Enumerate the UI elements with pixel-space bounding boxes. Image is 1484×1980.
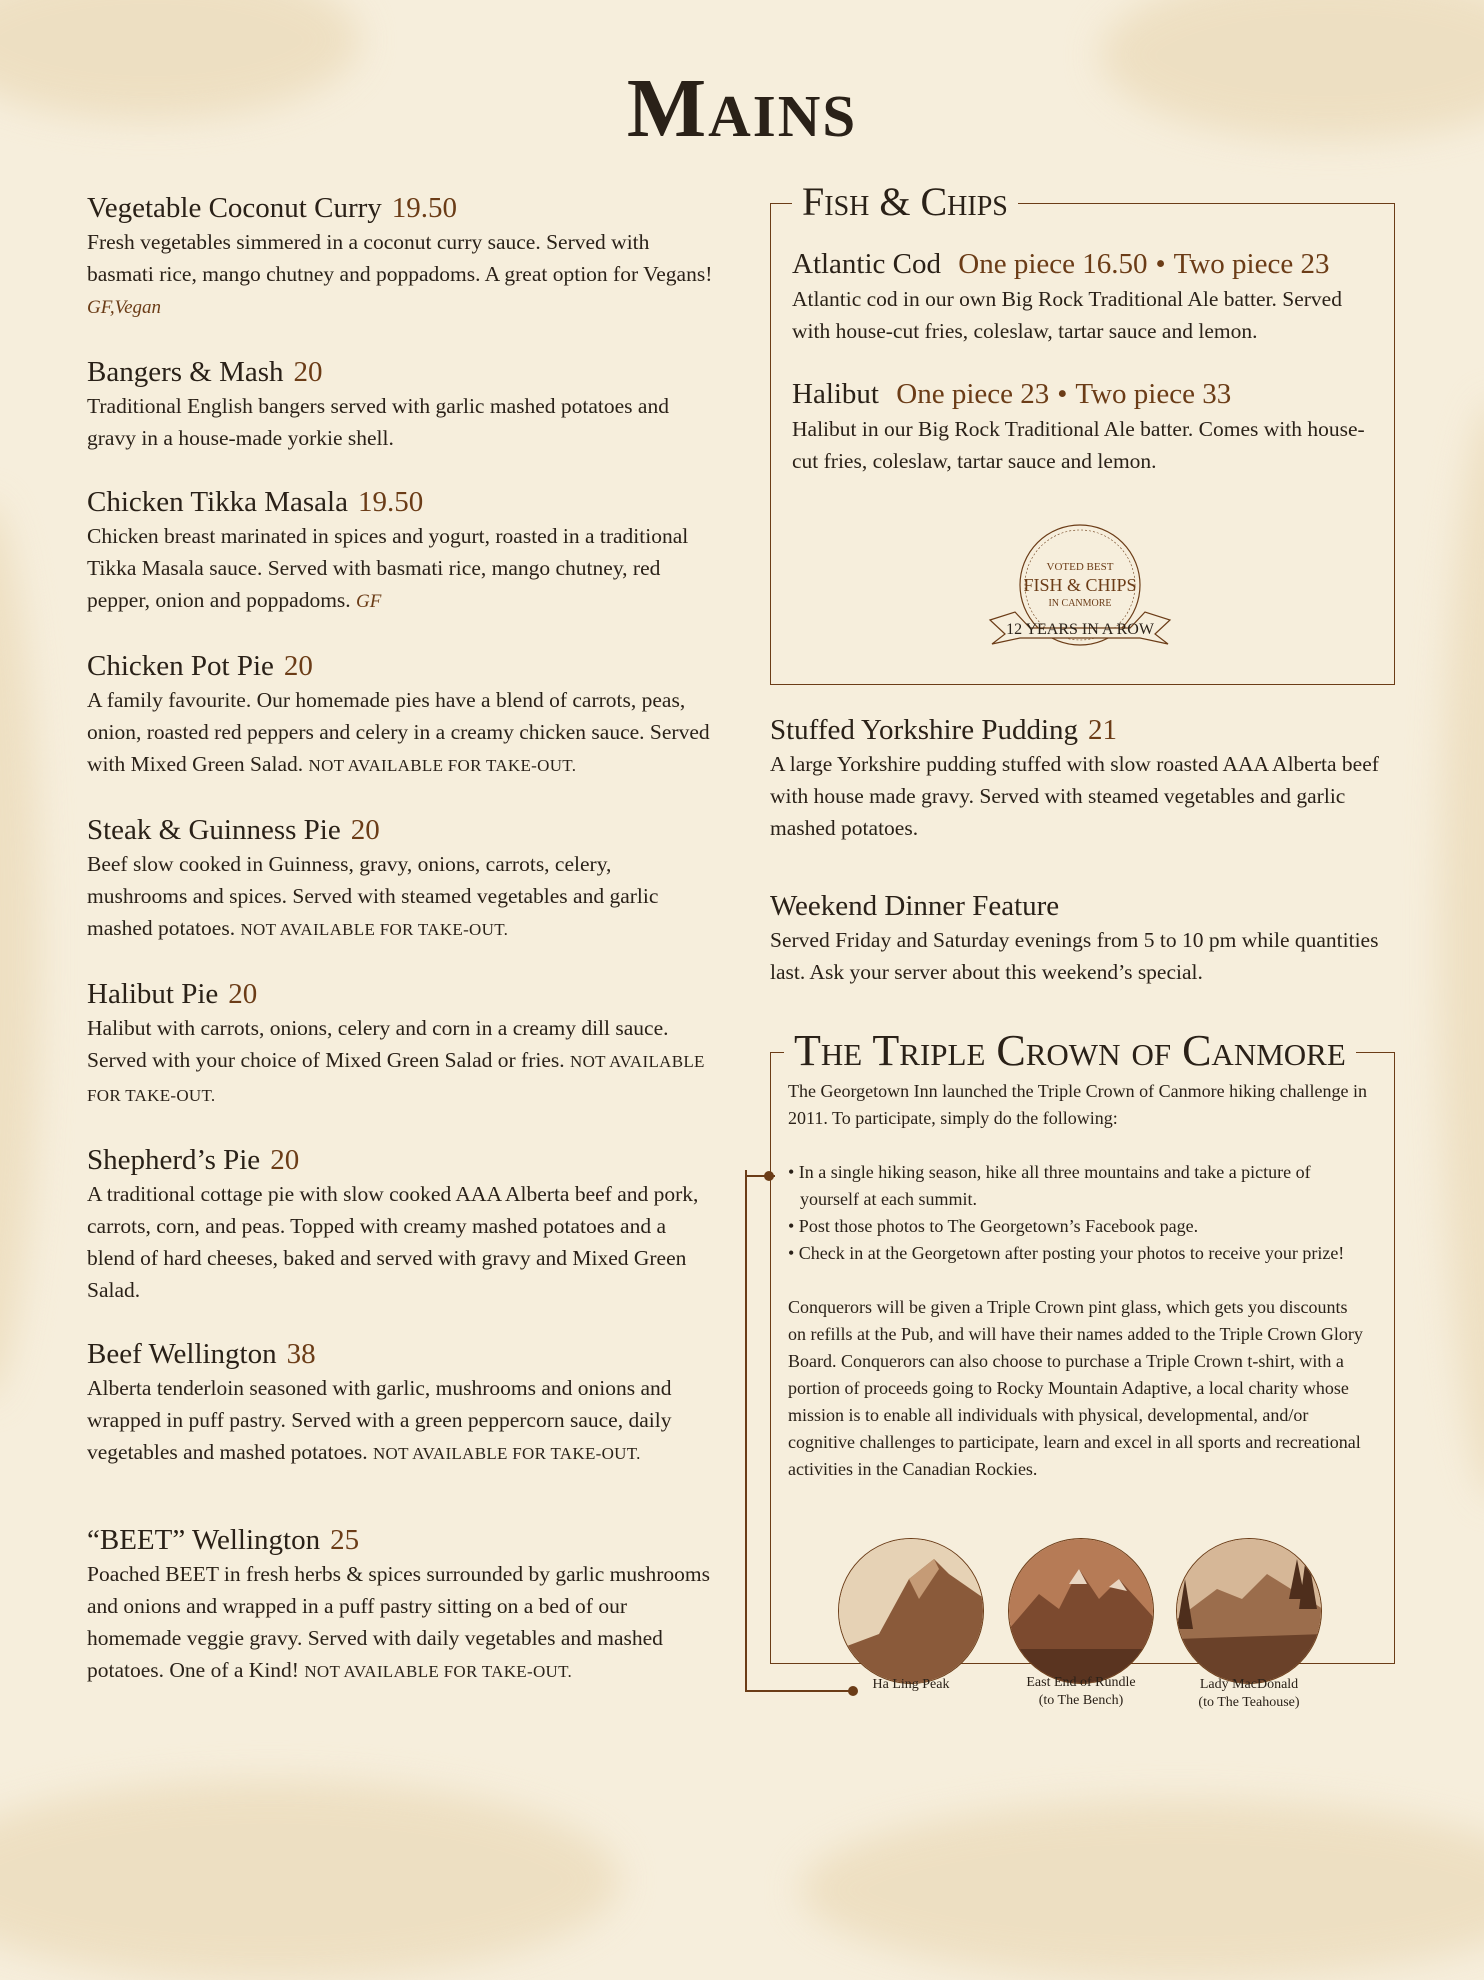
fish-chips-list bbox=[792, 245, 1382, 505]
item-price-one: One piece 23 bbox=[896, 378, 1050, 410]
menu-item-halibut bbox=[792, 375, 1382, 477]
item-description-text: Fresh vegetables simmered in a coconut curry sauce. Served with basmati rice, mango chutney and poppadoms. A great option for Vegans! bbox=[87, 230, 713, 286]
item-description: A large Yorkshire pudding stuffed with slow roasted AAA Alberta beef with house made gravy. Served with steamed vegetables and garlic mashed potatoes. bbox=[770, 752, 1379, 840]
mountain-photo-rundle bbox=[1008, 1538, 1154, 1684]
item-description-text: Halibut with carrots, onions, celery and corn in a creamy dill sauce. Served with your choice of Mixed Green Salad or fries. bbox=[87, 1016, 669, 1072]
left-menu-column bbox=[87, 190, 717, 1688]
item-name: Shepherd’s Pie bbox=[87, 1144, 261, 1176]
item-description bbox=[87, 1178, 717, 1306]
item-price: 19.50 bbox=[358, 486, 424, 518]
menu-item bbox=[87, 1522, 717, 1688]
menu-item bbox=[87, 354, 717, 454]
crown-body: Conquerors will be given a Triple Crown pint glass, which gets you discounts on refills at the Pub, and will have their names added to the Triple Crown Glory Board. Conquerors can also choose to purchase a Triple Crown t-shirt, with a portion of proceeds going to Rocky Mountain Adaptive, a local charity whose mission is to enable all individuals with physical, developmental, and/or cognitive challenges to participate, learn and excel in all sports and recreational activities in the Canadian Rockies. bbox=[788, 1297, 1363, 1479]
bg-texture bbox=[0, 500, 40, 1400]
item-price-one: One piece 16.50 bbox=[958, 248, 1148, 280]
item-description-text: Beef slow cooked in Guinness, gravy, onions, carrots, celery, mushrooms and spices. Served with steamed vegetables and garlic mashed potatoes. bbox=[87, 852, 659, 940]
mountain-sub: (to The Bench) bbox=[1038, 1693, 1124, 1708]
item-name: Weekend Dinner Feature bbox=[770, 890, 1060, 922]
item-description: Halibut in our Big Rock Traditional Ale batter. Comes with house-cut fries, coleslaw, tartar sauce and lemon. bbox=[792, 417, 1365, 473]
item-price: 25 bbox=[330, 1524, 360, 1556]
mountain-name: Ha Ling Peak bbox=[872, 1677, 950, 1692]
item-price: 20 bbox=[228, 978, 258, 1010]
item-name: Halibut Pie bbox=[87, 978, 219, 1010]
fish-chips-title: Fish & Chips bbox=[792, 178, 1018, 225]
item-description bbox=[87, 390, 717, 454]
item-price: 20 bbox=[293, 356, 323, 388]
dietary-tag: GF,Vegan bbox=[87, 297, 162, 318]
item-name: “BEET” Wellington bbox=[87, 1524, 321, 1556]
takeout-note: NOT AVAILABLE FOR TAKE-OUT. bbox=[240, 920, 509, 939]
item-description-text: Alberta tenderloin seasoned with garlic, mushrooms and onions and wrapped in puff pastry. Served with a green peppercorn sauce, daily vegetables and mashed potatoes. bbox=[87, 1376, 672, 1464]
item-name: Chicken Tikka Masala bbox=[87, 486, 348, 518]
item-description bbox=[87, 226, 717, 324]
mountain-caption bbox=[1164, 1676, 1334, 1712]
item-description: Atlantic cod in our own Big Rock Traditional Ale batter. Served with house-cut fries, coleslaw, tartar sauce and lemon. bbox=[792, 287, 1342, 343]
dietary-tag: GF bbox=[356, 591, 382, 612]
item-name: Atlantic Cod bbox=[792, 248, 942, 280]
menu-item bbox=[87, 484, 717, 618]
menu-item bbox=[87, 648, 717, 782]
mountain-name: East End of Rundle bbox=[1026, 1675, 1136, 1690]
crown-steps bbox=[788, 1159, 1368, 1267]
menu-item bbox=[87, 976, 717, 1112]
item-price: 21 bbox=[1088, 714, 1118, 746]
item-name: Bangers & Mash bbox=[87, 356, 284, 388]
bg-texture bbox=[800, 1800, 1484, 1980]
menu-item bbox=[87, 812, 717, 946]
item-price: 20 bbox=[283, 650, 313, 682]
takeout-note: NOT AVAILABLE FOR TAKE-OUT. bbox=[304, 1662, 573, 1681]
item-description bbox=[87, 1012, 717, 1112]
menu-item-atlantic-cod bbox=[792, 245, 1382, 347]
takeout-note: NOT AVAILABLE FOR TAKE-OUT. bbox=[308, 756, 577, 775]
bullet-icon: • bbox=[1155, 248, 1166, 280]
item-name: Halibut bbox=[792, 378, 879, 410]
right-menu-column bbox=[770, 712, 1400, 1018]
page-title: Mains bbox=[626, 62, 858, 155]
badge-line3: IN CANMORE bbox=[1048, 598, 1112, 609]
item-description-text: A traditional cottage pie with slow cooked AAA Alberta beef and pork, carrots, corn, and peas. Topped with creamy mashed potatoes and a blend of hard cheeses, baked and served with gravy and Mixed Green Salad. bbox=[87, 1182, 699, 1302]
item-description bbox=[87, 848, 717, 946]
mountain-name: Lady MacDonald bbox=[1199, 1677, 1299, 1692]
item-price: 20 bbox=[350, 814, 380, 846]
connector-dot-icon bbox=[764, 1171, 774, 1181]
item-description bbox=[87, 1558, 717, 1688]
menu-item-weekend-feature bbox=[770, 888, 1400, 988]
menu-item bbox=[87, 1336, 717, 1470]
item-description-text: Chicken breast marinated in spices and yogurt, roasted in a traditional Tikka Masala sauce. Served with basmati rice, mango chutney, red pepper, onion and poppadoms. bbox=[87, 524, 689, 612]
badge-ribbon: 12 YEARS IN A ROW bbox=[1006, 621, 1154, 638]
badge-line2: FISH & CHIPS bbox=[1023, 575, 1137, 595]
menu-item bbox=[87, 1142, 717, 1306]
crown-step: • Check in at the Georgetown after posting your photos to receive your prize! bbox=[788, 1243, 1345, 1263]
mountain-sub: (to The Teahouse) bbox=[1198, 1695, 1300, 1710]
item-name: Steak & Guinness Pie bbox=[87, 814, 341, 846]
item-description: Served Friday and Saturday evenings from 5 to 10 pm while quantities last. Ask your server about this weekend’s special. bbox=[770, 928, 1379, 984]
item-description-text: A family favourite. Our homemade pies have a blend of carrots, peas, onion, roasted red peppers and celery in a creamy chicken sauce. Served with Mixed Green Salad. bbox=[87, 688, 710, 776]
menu-item bbox=[87, 190, 717, 324]
item-name: Stuffed Yorkshire Pudding bbox=[770, 714, 1079, 746]
crown-step: • Post those photos to The Georgetown’s Facebook page. bbox=[788, 1216, 1199, 1236]
menu-item-stuffed-yorkshire bbox=[770, 712, 1400, 844]
item-name: Vegetable Coconut Curry bbox=[87, 192, 382, 224]
triple-crown-title: The Triple Crown of Canmore bbox=[784, 1025, 1356, 1076]
takeout-note: NOT AVAILABLE FOR TAKE-OUT. bbox=[372, 1444, 641, 1463]
item-description bbox=[87, 520, 717, 618]
crown-intro: The Georgetown Inn launched the Triple Crown of Canmore hiking challenge in 2011. To participate, simply do the following: bbox=[788, 1081, 1368, 1128]
bullet-icon: • bbox=[1057, 378, 1068, 410]
takeout-note: NOT AVAILABLE FOR TAKE-OUT. bbox=[87, 1052, 705, 1105]
item-price: 19.50 bbox=[391, 192, 458, 224]
mountain-photo-ha-ling bbox=[838, 1538, 984, 1684]
connector-line bbox=[745, 1170, 747, 1692]
item-description-text: Poached BEET in fresh herbs & spices surrounded by garlic mushrooms and onions and wrapped in a puff pastry sitting on a bed of our homemade veggie gravy. Served with daily vegetables and mashed potatoes. One of a Kind! bbox=[87, 1562, 710, 1682]
item-name: Chicken Pot Pie bbox=[87, 650, 274, 682]
mountain-caption bbox=[826, 1676, 996, 1694]
item-description-text: Traditional English bangers served with garlic mashed potatoes and gravy in a house-made yorkie shell. bbox=[87, 394, 669, 450]
mountain-caption bbox=[996, 1674, 1166, 1710]
badge-line1: VOTED BEST bbox=[1046, 561, 1114, 573]
bg-texture bbox=[1440, 400, 1484, 1500]
item-description bbox=[87, 1372, 717, 1470]
mountain-photo-lady-macdonald bbox=[1176, 1538, 1322, 1684]
triple-crown-text bbox=[788, 1078, 1368, 1510]
crown-step: • In a single hiking season, hike all three mountains and take a picture of yourself at each summit. bbox=[788, 1162, 1311, 1209]
voted-best-badge bbox=[970, 520, 1190, 680]
bg-texture bbox=[0, 1780, 620, 1980]
item-price-two: Two piece 33 bbox=[1075, 378, 1232, 410]
item-price: 20 bbox=[270, 1144, 300, 1176]
item-price: 38 bbox=[286, 1338, 316, 1370]
item-description bbox=[87, 684, 717, 782]
item-name: Beef Wellington bbox=[87, 1338, 277, 1370]
item-price-two: Two piece 23 bbox=[1173, 248, 1330, 280]
